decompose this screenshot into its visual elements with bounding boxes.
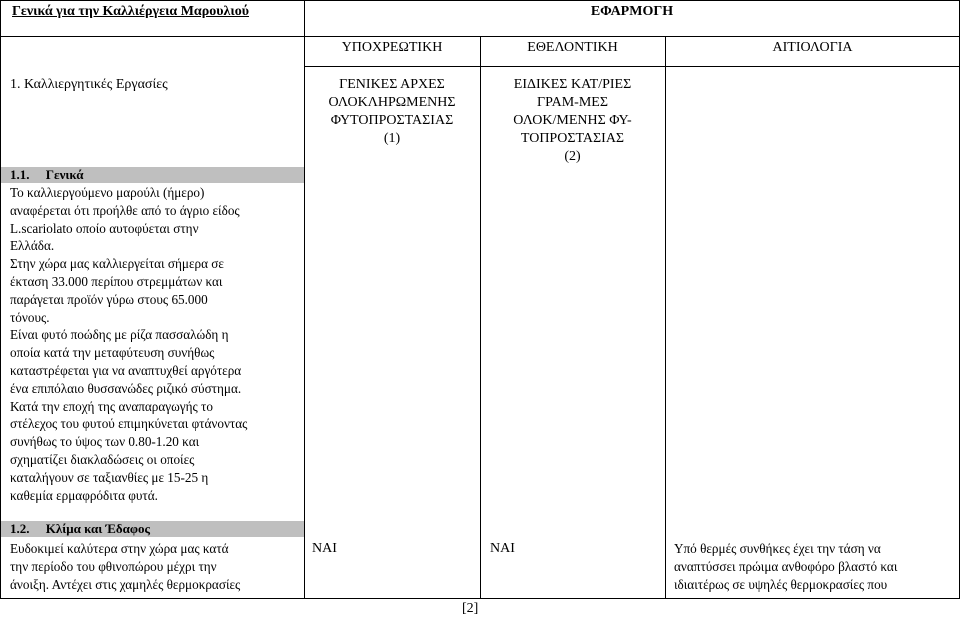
page-number: [2] xyxy=(462,601,479,616)
voluntary-column-label: ΕΙΔΙΚΕΣ ΚΑΤ/ΡΙΕΣ ΓΡΑΜ-ΜΕΣ ΟΛΟΚ/ΜΕΝΗΣ ΦΥ- ΤΟΠΡΟΣΤΑΣΙΑΣ (2) xyxy=(513,77,632,164)
subsection-1-2-text: Ευδοκιμεί καλύτερα στην χώρα μας κατά την περίοδο του φθινοπώρου μέχρι την άνοιξη. Αντέχει στις χαμηλές θερμοκρασίες xyxy=(10,541,241,592)
mandatory-column-label: ΓΕΝΙΚΕΣ ΑΡΧΕΣ ΟΛΟΚΛΗΡΩΜΕΝΗΣ ΦΥΤΟΠΡΟΣΤΑΣΙΑΣ (1) xyxy=(328,77,456,146)
col-divider-1 xyxy=(304,0,305,598)
application-header: ΕΦΑΡΜΟΓΗ xyxy=(590,4,674,19)
justification-header: ΑΙΤΙΟΛΟΓΙΑ xyxy=(772,40,853,55)
table-top-border xyxy=(0,0,960,1)
subsection-1-2-voluntary-value: ΝΑΙ xyxy=(490,541,515,556)
subsection-1-2-justification: Υπό θερμές συνθήκες έχει την τάση να αναπτύσσει πρώιμα ανθοφόρο βλαστό και ιδιαιτέρως σε υψηλές θερμοκρασίες που xyxy=(674,541,898,592)
col-divider-2 xyxy=(480,36,481,598)
col-divider-3 xyxy=(665,36,666,598)
subsection-1-1-heading: 1.1. Γενικά xyxy=(10,167,84,182)
table-left-border xyxy=(0,0,1,598)
voluntary-header: ΕΘΕΛΟΝΤΙΚΗ xyxy=(527,40,618,55)
subsection-1-1-text: Το καλλιεργούμενο μαρούλι (ήμερο) αναφέρεται ότι προήλθε από το άγριο είδος L.scariolato οποίο αυτοφύεται στην Ελλάδα. Στην χώρα μας καλλιεργείται σήμερα σε έκταση 33.000 περίπου στρεμμάτων και παράγεται προϊόν γύρω στους 65.000 τόνους. Είναι φυτό ποώδης με ρίζα πασσαλώδη η οποία κατά την μεταφύτευση συνήθως καταστρέφεται για να αναπτυχθεί αργότερα ένα επιπόλαιο θυσσανώδες ριζικό σύστημα. Κατά την εποχή της αναπαραγωγής το στέλεχος του φυτού επιμηκύνεται φτάνοντας συνήθως το ύψος των 0.80-1.20 και σχηματίζει διακλαδώσεις οι οποίες καταλήγουν σε ταξιανθίες με 15-25 η καθεμία ερμαφρόδιτα φυτά. xyxy=(10,185,248,503)
mandatory-header: ΥΠΟΧΡΕΩΤΙΚΗ xyxy=(341,40,443,55)
row-divider-1 xyxy=(0,598,960,599)
table-header-divider-2 xyxy=(304,66,960,67)
subsection-1-2-heading: 1.2. Κλίμα και Έδαφος xyxy=(10,521,151,536)
section-title: Γενικά για την Καλλιέργεια Μαρουλιού xyxy=(12,4,249,19)
cultivation-operations-heading: 1. Καλλιεργητικές Εργασίες xyxy=(10,77,168,92)
subsection-1-2-mandatory-value: ΝΑΙ xyxy=(312,541,337,556)
